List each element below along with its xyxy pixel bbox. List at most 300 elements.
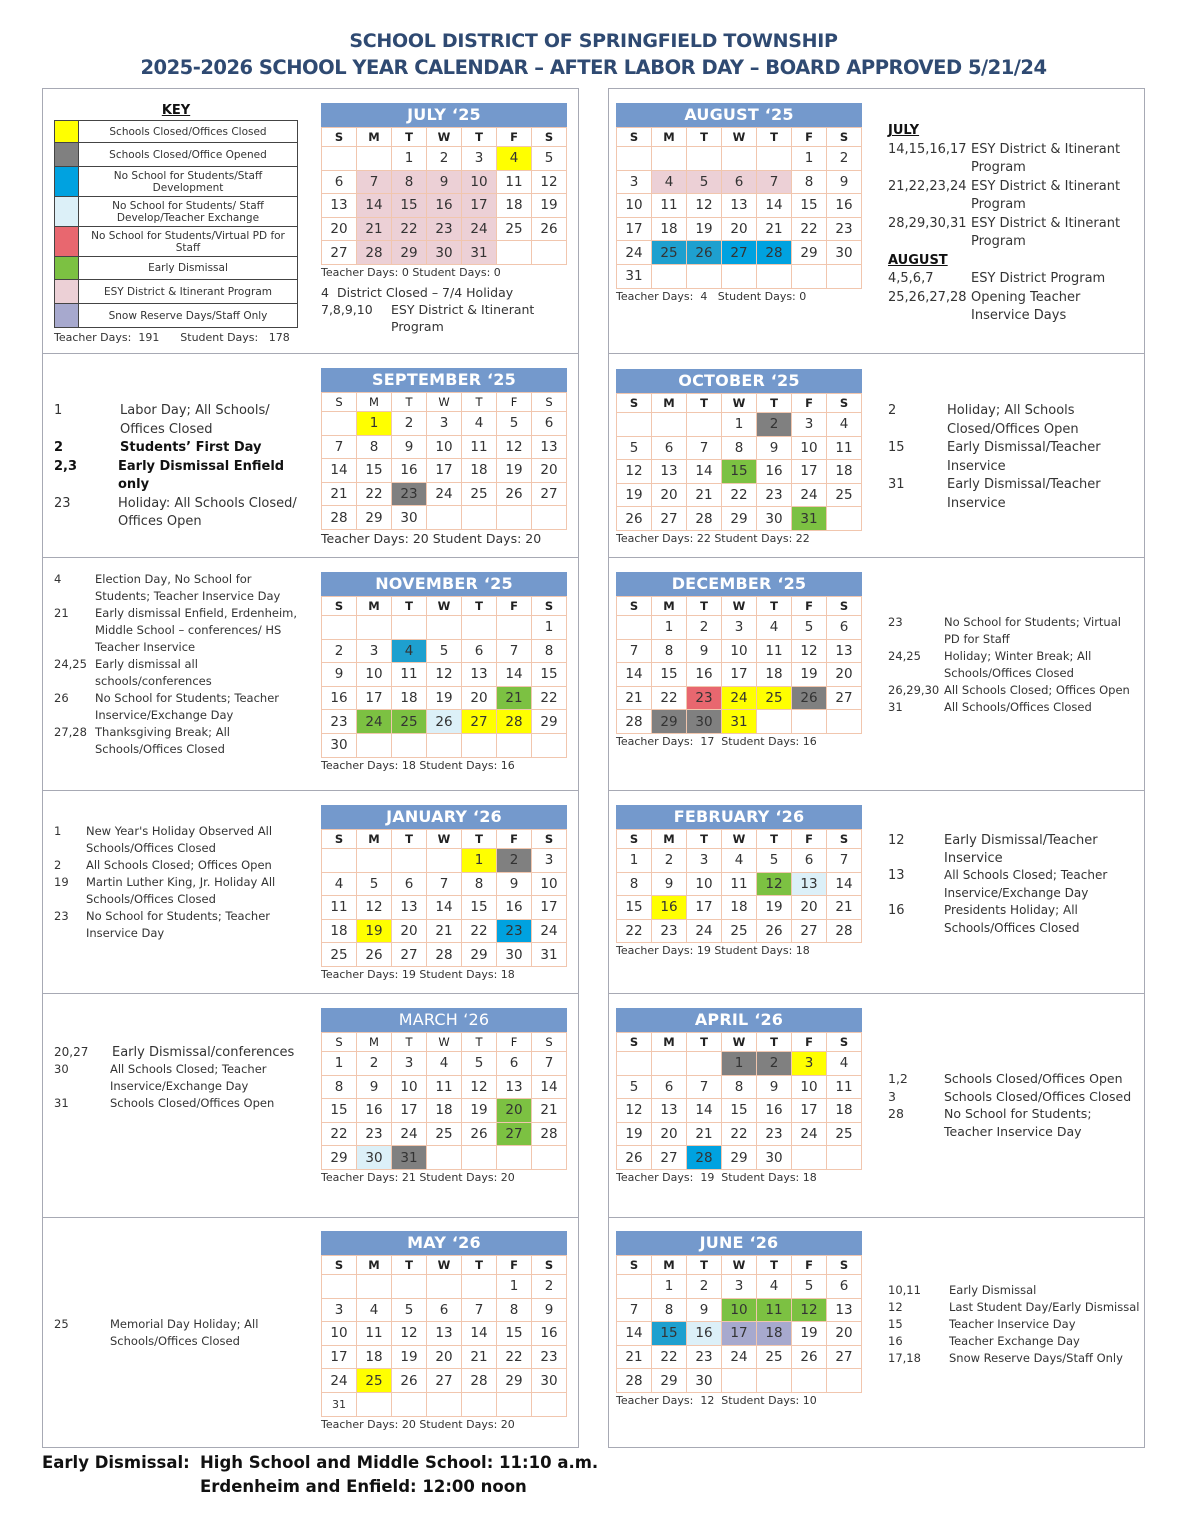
calendar-subtitle: 2025-2026 SCHOOL YEAR CALENDAR – AFTER LABOR DAY – BOARD APPROVED 5/21/24: [140, 56, 1047, 79]
day-cell: 9: [392, 435, 427, 459]
day-cell: 5: [617, 436, 652, 460]
note-dates: 27,28: [54, 725, 87, 739]
note-text: Snow Reserve Days/Staff Only: [949, 1351, 1123, 1365]
day-cell: 13: [827, 1298, 862, 1322]
note-text: Teacher Exchange Day: [949, 1334, 1080, 1348]
note-item: [54, 690, 304, 724]
note-dates: 4: [54, 572, 62, 586]
weekday-header: F: [497, 393, 532, 412]
empty-cell: [427, 1275, 462, 1299]
note-dates: 16: [888, 903, 905, 918]
key-label: No School for Students/ Staff Develop/Teacher Exchange: [79, 197, 298, 227]
note-text: Early Dismissal/Teacher Inservice: [944, 833, 1098, 866]
day-cell: 23: [497, 919, 532, 943]
day-cell: 2: [757, 1052, 792, 1076]
day-cell: 21: [322, 482, 357, 506]
empty-cell: [497, 1146, 532, 1170]
day-cell: 15: [652, 1322, 687, 1346]
note-item: [888, 1316, 1143, 1333]
row-divider: [609, 1217, 1145, 1218]
month-title: MARCH ‘26: [321, 1008, 567, 1032]
empty-cell: [462, 733, 497, 757]
day-cell: 16: [532, 1322, 567, 1346]
empty-cell: [617, 1275, 652, 1299]
footer-line-1: High School and Middle School: 11:10 a.m.: [200, 1453, 599, 1472]
day-cell: 16: [687, 1322, 722, 1346]
day-cell: 15: [792, 194, 827, 218]
day-cell: 17: [427, 459, 462, 483]
march-notes: [54, 1044, 304, 1112]
day-cell: 8: [322, 1075, 357, 1099]
day-cell: 19: [357, 919, 392, 943]
day-cell: 12: [427, 663, 462, 687]
day-cell: 15: [722, 1099, 757, 1123]
month-totals: Teacher Days: 19 Student Days: 18: [321, 967, 515, 981]
empty-cell: [392, 616, 427, 640]
day-cell: 4: [357, 1298, 392, 1322]
empty-cell: [427, 506, 462, 530]
day-cell: 29: [462, 943, 497, 967]
day-cell: 11: [827, 1075, 862, 1099]
note-item: [54, 656, 304, 690]
empty-cell: [462, 1146, 497, 1170]
weekday-header: F: [792, 830, 827, 849]
day-cell: 5: [462, 1052, 497, 1076]
day-cell: 4: [757, 1275, 792, 1299]
day-cell: 25: [757, 1345, 792, 1369]
day-cell: 20: [462, 686, 497, 710]
empty-cell: [792, 264, 827, 288]
day-cell: 11: [497, 170, 532, 194]
day-cell: 4: [757, 616, 792, 640]
day-cell: 24: [532, 919, 567, 943]
note-item: [54, 605, 304, 656]
day-cell: 4: [427, 1052, 462, 1076]
empty-cell: [322, 412, 357, 436]
note-item: [888, 1333, 1143, 1350]
note-text: ESY District Program: [971, 271, 1106, 286]
month-totals: Teacher Days: 17 Student Days: 16: [616, 734, 817, 748]
month-title: MAY ‘26: [321, 1231, 567, 1255]
day-cell: 22: [462, 919, 497, 943]
day-cell: 3: [792, 413, 827, 437]
month-totals: Teacher Days: 19 Student Days: 18: [616, 944, 810, 958]
key-label: No School for Students/Staff Development: [79, 167, 298, 197]
day-cell: 3: [357, 639, 392, 663]
weekday-header: S: [617, 394, 652, 413]
note-text: Memorial Day Holiday; All Schools/Offices Closed: [110, 1317, 259, 1348]
note-text: Early Dismissal/Teacher Inservice: [947, 477, 1101, 511]
empty-cell: [392, 1392, 427, 1416]
day-cell: 7: [687, 1075, 722, 1099]
day-cell: 24: [617, 241, 652, 265]
empty-cell: [427, 849, 462, 873]
day-cell: 7: [617, 1298, 652, 1322]
note-dates: 25: [54, 1317, 69, 1331]
day-cell: 21: [757, 217, 792, 241]
calendar-may-2026: [321, 1231, 567, 1431]
day-cell: 10: [722, 639, 757, 663]
swatch-red: [55, 227, 79, 257]
day-cell: 30: [357, 1146, 392, 1170]
day-cell: 19: [392, 1345, 427, 1369]
day-cell: 21: [497, 686, 532, 710]
weekday-header: W: [722, 394, 757, 413]
day-cell: 5: [617, 1075, 652, 1099]
empty-cell: [532, 733, 567, 757]
note-dates: 10,11: [888, 1283, 921, 1297]
day-cell: 25: [757, 686, 792, 710]
day-cell: 13: [792, 872, 827, 896]
weekday-header: S: [617, 1256, 652, 1275]
day-cell: 31: [392, 1146, 427, 1170]
day-cell: 21: [687, 1122, 722, 1146]
july-notes: [321, 284, 561, 335]
day-cell: 23: [652, 919, 687, 943]
note-text: Teacher Inservice Day: [949, 1317, 1076, 1331]
weekday-header: F: [792, 1256, 827, 1275]
swatch-blue: [55, 167, 79, 197]
month-totals: Teacher Days: 18 Student Days: 16: [321, 758, 515, 772]
day-cell: 13: [462, 663, 497, 687]
note-item: [888, 699, 1138, 716]
note-text: Presidents Holiday; All Schools/Offices Closed: [944, 903, 1080, 935]
day-cell: 22: [532, 686, 567, 710]
weekday-header: S: [827, 1256, 862, 1275]
june-notes: [888, 1282, 1143, 1367]
day-cell: 7: [687, 436, 722, 460]
day-cell: 6: [497, 1052, 532, 1076]
day-cell: 15: [652, 663, 687, 687]
key-label: No School for Students/Virtual PD for Staff: [79, 227, 298, 257]
day-cell: 9: [687, 1298, 722, 1322]
note-item: [888, 867, 1138, 902]
day-cell: 9: [757, 1075, 792, 1099]
note-dates: 7,8,9,10: [321, 302, 373, 317]
month-totals: Teacher Days: 4 Student Days: 0: [616, 289, 807, 303]
day-cell: 15: [497, 1322, 532, 1346]
note-dates: 14,15,16,17: [888, 141, 967, 157]
day-cell: 19: [427, 686, 462, 710]
day-cell: 14: [532, 1075, 567, 1099]
note-dates: 17,18: [888, 1351, 921, 1365]
empty-cell: [687, 264, 722, 288]
day-cell: 9: [757, 436, 792, 460]
day-cell: 24: [427, 482, 462, 506]
day-cell: 15: [617, 896, 652, 920]
day-cell: 7: [827, 849, 862, 873]
day-cell: 31: [792, 507, 827, 531]
empty-cell: [357, 147, 392, 171]
day-cell: 27: [497, 1122, 532, 1146]
day-cell: 31: [532, 943, 567, 967]
day-cell: 27: [652, 1146, 687, 1170]
day-cell: 24: [792, 483, 827, 507]
day-cell: 11: [322, 896, 357, 920]
may-notes: [54, 1316, 304, 1350]
note-dates: 1,2: [888, 1071, 908, 1086]
weekday-header: T: [392, 1256, 427, 1275]
note-text: District Closed – 7/4 Holiday: [337, 285, 514, 300]
day-cell: 7: [532, 1052, 567, 1076]
note-text: Labor Day; All Schools/ Offices Closed: [120, 403, 270, 437]
weekday-header: T: [462, 393, 497, 412]
day-cell: 6: [427, 1298, 462, 1322]
day-cell: 5: [532, 147, 567, 171]
day-cell: 4: [462, 412, 497, 436]
day-cell: 18: [722, 896, 757, 920]
day-cell: 16: [757, 1099, 792, 1123]
month-title: OCTOBER ‘25: [616, 369, 862, 393]
day-cell: 12: [617, 1099, 652, 1123]
day-cell: 14: [357, 194, 392, 218]
day-cell: 2: [827, 147, 862, 171]
weekday-header: F: [792, 1033, 827, 1052]
day-cell: 7: [617, 639, 652, 663]
day-cell: 9: [532, 1298, 567, 1322]
day-cell: 6: [392, 872, 427, 896]
swatch-light-blue: [55, 197, 79, 227]
day-cell: 26: [617, 1146, 652, 1170]
note-item: [54, 1061, 304, 1095]
note-dates: 30: [54, 1062, 69, 1076]
day-cell: 24: [722, 686, 757, 710]
note-item: [54, 1044, 304, 1061]
note-text: ESY District & Itinerant Program: [971, 141, 1121, 175]
weekday-header: T: [392, 393, 427, 412]
day-cell: 9: [652, 872, 687, 896]
day-cell: 29: [497, 1369, 532, 1393]
day-cell: 16: [392, 459, 427, 483]
day-cell: 2: [497, 849, 532, 873]
day-cell: 17: [322, 1345, 357, 1369]
day-cell: 18: [322, 919, 357, 943]
day-cell: 6: [532, 412, 567, 436]
day-cell: 18: [497, 194, 532, 218]
day-cell: 10: [532, 872, 567, 896]
note-dates: 3: [888, 1088, 896, 1104]
note-item: [888, 682, 1138, 699]
note-dates: 31: [888, 700, 903, 714]
note-dates: 23: [888, 615, 903, 629]
note-item: [54, 857, 304, 874]
row-divider: [42, 353, 578, 354]
month-title: JANUARY ‘26: [321, 805, 567, 829]
day-cell: 12: [792, 1298, 827, 1322]
empty-cell: [357, 849, 392, 873]
weekday-header: M: [357, 393, 392, 412]
day-cell: 19: [687, 217, 722, 241]
day-cell: 28: [462, 1369, 497, 1393]
day-cell: 23: [427, 217, 462, 241]
year-totals: Teacher Days: 191 Student Days: 178: [54, 331, 290, 344]
weekday-header: S: [322, 1256, 357, 1275]
day-cell: 26: [392, 1369, 427, 1393]
day-cell: 29: [722, 507, 757, 531]
day-cell: 29: [652, 710, 687, 734]
day-cell: 23: [757, 1122, 792, 1146]
weekday-header: W: [722, 128, 757, 147]
empty-cell: [392, 849, 427, 873]
day-cell: 17: [392, 1099, 427, 1123]
day-cell: 5: [392, 1298, 427, 1322]
day-cell: 28: [532, 1122, 567, 1146]
april-notes: [888, 1070, 1143, 1140]
day-cell: 25: [427, 1122, 462, 1146]
row-divider: [42, 993, 578, 994]
day-cell: 8: [652, 1298, 687, 1322]
empty-cell: [462, 616, 497, 640]
day-cell: 20: [322, 217, 357, 241]
day-cell: 27: [532, 482, 567, 506]
month-totals: Teacher Days: 20 Student Days: 20: [321, 530, 542, 546]
day-cell: 23: [532, 1345, 567, 1369]
month-title: NOVEMBER ‘25: [321, 572, 567, 596]
note-text: All Schools Closed; Offices Open: [944, 683, 1130, 697]
weekday-header: M: [652, 128, 687, 147]
day-cell: 4: [392, 639, 427, 663]
note-dates: 26,29,30: [888, 683, 940, 697]
day-cell: 21: [532, 1099, 567, 1123]
center-divider: [578, 88, 609, 1448]
day-cell: 11: [757, 639, 792, 663]
day-cell: 30: [757, 507, 792, 531]
note-text: All Schools/Offices Closed: [944, 700, 1092, 714]
day-cell: 16: [757, 460, 792, 484]
day-cell: 11: [722, 872, 757, 896]
day-cell: 5: [757, 849, 792, 873]
key-title: KEY: [161, 103, 191, 118]
note-item: [888, 141, 1138, 178]
note-dates: 21: [54, 606, 69, 620]
empty-cell: [792, 1146, 827, 1170]
weekday-header: M: [357, 597, 392, 616]
day-cell: 2: [357, 1052, 392, 1076]
day-cell: 22: [792, 217, 827, 241]
note-item: [888, 1070, 1143, 1088]
day-cell: 21: [462, 1345, 497, 1369]
note-text: Schools Closed/Offices Open: [944, 1071, 1123, 1086]
day-cell: 6: [827, 1275, 862, 1299]
empty-cell: [532, 1392, 567, 1416]
row-divider: [609, 353, 1145, 354]
day-cell: 26: [462, 1122, 497, 1146]
note-item: [888, 215, 1138, 252]
day-cell: 26: [617, 507, 652, 531]
note-text: Holiday; All Schools Closed/Offices Open: [947, 403, 1079, 437]
day-cell: 27: [827, 686, 862, 710]
note-item: [888, 1105, 1143, 1140]
note-dates: 4: [321, 285, 329, 300]
weekday-header: T: [687, 830, 722, 849]
note-text: All Schools Closed; Offices Open: [86, 858, 272, 872]
empty-cell: [322, 1275, 357, 1299]
day-cell: 23: [392, 482, 427, 506]
day-cell: 4: [322, 872, 357, 896]
day-cell: 15: [322, 1099, 357, 1123]
day-cell: 8: [617, 872, 652, 896]
day-cell: 2: [652, 849, 687, 873]
day-cell: 27: [722, 241, 757, 265]
day-cell: 2: [757, 413, 792, 437]
note-dates: 28: [888, 1106, 904, 1121]
note-dates: 19: [54, 875, 69, 889]
day-cell: 13: [532, 435, 567, 459]
weekday-header: S: [532, 1033, 567, 1052]
day-cell: 13: [427, 1322, 462, 1346]
day-cell: 9: [427, 170, 462, 194]
day-cell: 14: [497, 663, 532, 687]
day-cell: 16: [357, 1099, 392, 1123]
empty-cell: [722, 264, 757, 288]
key-label: Schools Closed/Offices Closed: [79, 121, 298, 143]
note-dates: 2: [54, 858, 62, 872]
day-cell: 6: [722, 170, 757, 194]
note-text: Early Dismissal/Teacher Inservice: [947, 440, 1101, 474]
day-cell: 19: [462, 1099, 497, 1123]
day-cell: 13: [652, 1099, 687, 1123]
weekday-header: W: [427, 1256, 462, 1275]
weekday-header: T: [687, 1033, 722, 1052]
day-cell: 10: [792, 436, 827, 460]
day-cell: 7: [497, 639, 532, 663]
day-cell: 26: [687, 241, 722, 265]
weekday-header: F: [792, 394, 827, 413]
day-cell: 1: [792, 147, 827, 171]
weekday-header: W: [427, 830, 462, 849]
day-cell: 8: [462, 872, 497, 896]
empty-cell: [497, 616, 532, 640]
day-cell: 28: [757, 241, 792, 265]
day-cell: 20: [652, 483, 687, 507]
day-cell: 15: [722, 460, 757, 484]
day-cell: 13: [722, 194, 757, 218]
legend-key: [54, 103, 298, 344]
day-cell: 20: [827, 1322, 862, 1346]
empty-cell: [357, 1392, 392, 1416]
day-cell: 22: [392, 217, 427, 241]
day-cell: 26: [357, 943, 392, 967]
note-text: Holiday; Winter Break; All Schools/Offices Closed: [944, 649, 1092, 680]
day-cell: 12: [532, 170, 567, 194]
weekday-header: T: [757, 128, 792, 147]
weekday-header: T: [392, 830, 427, 849]
day-cell: 9: [687, 639, 722, 663]
day-cell: 24: [392, 1122, 427, 1146]
day-cell: 23: [687, 686, 722, 710]
day-cell: 28: [617, 710, 652, 734]
weekday-header: F: [497, 1256, 532, 1275]
day-cell: 6: [462, 639, 497, 663]
day-cell: 28: [617, 1369, 652, 1393]
note-dates: 20,27: [54, 1045, 89, 1059]
day-cell: 24: [792, 1122, 827, 1146]
note-item: [54, 458, 304, 495]
day-cell: 18: [757, 663, 792, 687]
day-cell: 11: [462, 435, 497, 459]
note-item: [888, 476, 1138, 513]
empty-cell: [757, 710, 792, 734]
day-cell: 7: [757, 170, 792, 194]
empty-cell: [757, 1369, 792, 1393]
day-cell: 16: [427, 194, 462, 218]
day-cell: 2: [392, 412, 427, 436]
day-cell: 10: [427, 435, 462, 459]
note-text: All Schools Closed; Teacher Inservice/Exchange Day: [944, 868, 1108, 900]
day-cell: 16: [827, 194, 862, 218]
note-item: [888, 648, 1138, 682]
note-text: Thanksgiving Break; All Schools/Offices Closed: [95, 725, 230, 756]
